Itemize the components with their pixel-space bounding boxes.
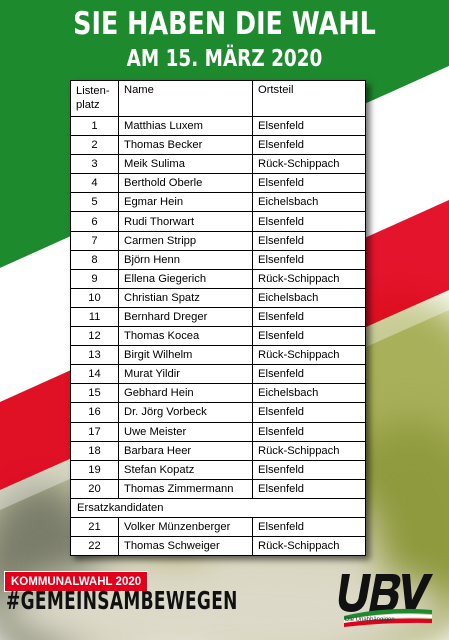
cell-list-position: 8	[71, 250, 119, 269]
headline-title: SIE HABEN DIE WAHL	[73, 6, 376, 42]
cell-list-position: 19	[71, 460, 119, 479]
table-row	[71, 307, 366, 326]
cell-district: Rück-Schippach	[253, 441, 366, 460]
table-row	[71, 441, 366, 460]
table-row	[71, 365, 366, 384]
header-list-position	[71, 81, 119, 117]
cell-name: Thomas Zimmermann	[119, 479, 253, 498]
table-row	[71, 384, 366, 403]
cell-district: Elsenfeld	[253, 212, 366, 231]
headline-date: AM 15. MÄRZ 2020	[126, 46, 323, 72]
cell-name: Thomas Becker	[119, 136, 253, 155]
table-row	[71, 327, 366, 346]
cell-name: Birgit Wilhelm	[119, 346, 253, 365]
table-row	[71, 212, 366, 231]
cell-name: Thomas Schweiger	[119, 537, 253, 556]
table-row	[71, 193, 366, 212]
cell-name: Ellena Giegerich	[119, 269, 253, 288]
header-district: Ortsteil	[253, 81, 366, 117]
cell-name: Bernhard Dreger	[119, 307, 253, 326]
cell-district: Eichelsbach	[253, 193, 366, 212]
cell-list-position: 22	[71, 537, 119, 556]
cell-name: Meik Sulima	[119, 155, 253, 174]
cell-list-position: 15	[71, 384, 119, 403]
table-row	[71, 269, 366, 288]
header-name: Name	[119, 81, 253, 117]
cell-list-position: 5	[71, 193, 119, 212]
cell-name: Egmar Hein	[119, 193, 253, 212]
cell-list-position: 1	[71, 117, 119, 136]
table-row	[71, 250, 366, 269]
cell-name: Berthold Oberle	[119, 174, 253, 193]
cell-district: Elsenfeld	[253, 460, 366, 479]
table-row	[71, 537, 366, 556]
election-badge: KOMMUNALWAHL 2020	[4, 571, 148, 592]
cell-list-position: 17	[71, 422, 119, 441]
cell-district: Elsenfeld	[253, 307, 366, 326]
substitutes-section	[71, 498, 366, 517]
cell-district: Elsenfeld	[253, 365, 366, 384]
table-row	[71, 288, 366, 307]
logo-subtext: Die Unabhängigen	[345, 617, 395, 623]
cell-list-position: 13	[71, 346, 119, 365]
cell-name: Uwe Meister	[119, 422, 253, 441]
cell-district: Rück-Schippach	[253, 155, 366, 174]
table-row	[71, 403, 366, 422]
cell-list-position: 20	[71, 479, 119, 498]
cell-district: Eichelsbach	[253, 288, 366, 307]
header-list-position-line2: platz	[76, 99, 100, 111]
cell-name: Volker Münzenberger	[119, 517, 253, 536]
cell-district: Elsenfeld	[253, 136, 366, 155]
campaign-hashtag: #GEMEINSAMBEWEGEN	[6, 586, 238, 615]
table-row	[71, 517, 366, 536]
cell-list-position: 18	[71, 441, 119, 460]
cell-district: Elsenfeld	[253, 517, 366, 536]
cell-list-position: 6	[71, 212, 119, 231]
cell-name: Murat Yildir	[119, 365, 253, 384]
table-row	[71, 136, 366, 155]
header-list-position-line1: Listen-	[76, 85, 110, 97]
cell-name: Dr. Jörg Vorbeck	[119, 403, 253, 422]
cell-name: Barbara Heer	[119, 441, 253, 460]
cell-district: Elsenfeld	[253, 422, 366, 441]
cell-list-position: 21	[71, 517, 119, 536]
table-row	[71, 231, 366, 250]
cell-name: Stefan Kopatz	[119, 460, 253, 479]
substitute-rows	[71, 517, 366, 555]
cell-list-position: 2	[71, 136, 119, 155]
cell-district: Elsenfeld	[253, 327, 366, 346]
candidate-table	[70, 80, 366, 556]
table-row	[71, 422, 366, 441]
cell-district: Rück-Schippach	[253, 346, 366, 365]
table-row	[71, 460, 366, 479]
cell-list-position: 7	[71, 231, 119, 250]
cell-list-position: 3	[71, 155, 119, 174]
table-row	[71, 346, 366, 365]
cell-name: Gebhard Hein	[119, 384, 253, 403]
substitutes-heading: Ersatzkandidaten	[71, 498, 366, 517]
cell-list-position: 10	[71, 288, 119, 307]
cell-district: Elsenfeld	[253, 250, 366, 269]
table-row	[71, 174, 366, 193]
cell-district: Rück-Schippach	[253, 269, 366, 288]
cell-list-position: 11	[71, 307, 119, 326]
cell-name: Björn Henn	[119, 250, 253, 269]
cell-name: Carmen Stripp	[119, 231, 253, 250]
cell-list-position: 4	[71, 174, 119, 193]
table-row	[71, 479, 366, 498]
cell-name: Thomas Kocea	[119, 327, 253, 346]
cell-district: Elsenfeld	[253, 117, 366, 136]
substitutes-heading-row	[71, 498, 366, 517]
table-header-row	[71, 81, 366, 117]
cell-list-position: 9	[71, 269, 119, 288]
cell-name: Rudi Thorwart	[119, 212, 253, 231]
cell-name: Matthias Luxem	[119, 117, 253, 136]
table-row	[71, 117, 366, 136]
cell-list-position: 14	[71, 365, 119, 384]
cell-district: Eichelsbach	[253, 384, 366, 403]
cell-district: Elsenfeld	[253, 479, 366, 498]
cell-name: Christian Spatz	[119, 288, 253, 307]
table-row	[71, 155, 366, 174]
cell-list-position: 12	[71, 327, 119, 346]
cell-district: Elsenfeld	[253, 174, 366, 193]
cell-district: Elsenfeld	[253, 231, 366, 250]
candidate-rows	[71, 117, 366, 499]
cell-district: Rück-Schippach	[253, 537, 366, 556]
cell-district: Elsenfeld	[253, 403, 366, 422]
cell-list-position: 16	[71, 403, 119, 422]
